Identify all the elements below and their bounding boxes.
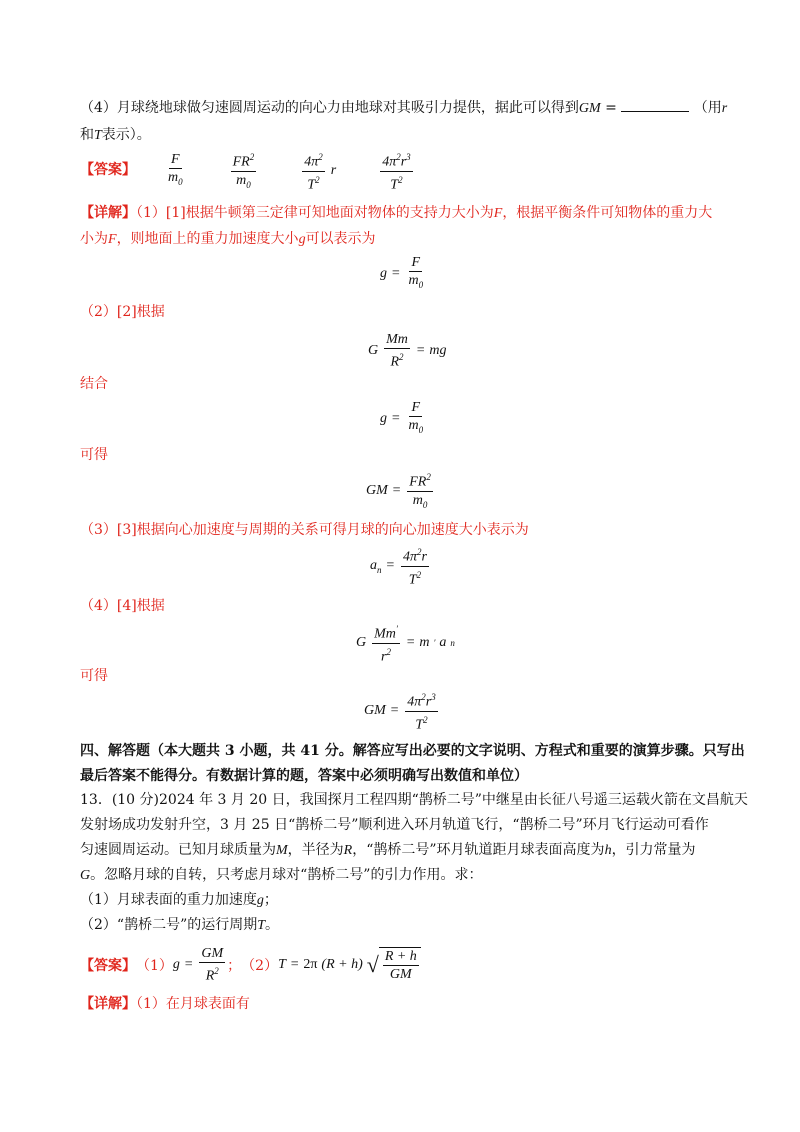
q13-sub2a: （2）“鹊桥二号”的运行周期 bbox=[80, 917, 258, 933]
eq4-den bbox=[411, 492, 430, 513]
frac4-sup: 2 bbox=[396, 152, 401, 163]
frac3-tail: r bbox=[330, 163, 337, 179]
frac3-den-sup: 2 bbox=[315, 174, 320, 185]
q13-l3b: ，半径为 bbox=[287, 842, 344, 858]
q13-T: T bbox=[257, 918, 266, 933]
section-heading-line2: 最后答案不能得分。有数据计算的题，答案中必须明确写出数值和单位） bbox=[80, 768, 528, 784]
eq4-sup: 2 bbox=[426, 472, 431, 482]
frac4-num bbox=[380, 150, 412, 172]
frac2-den bbox=[234, 172, 253, 193]
ans13-2pi: 2π bbox=[303, 956, 318, 972]
frac2-num bbox=[231, 150, 257, 172]
ans13-eq1: = bbox=[183, 956, 194, 972]
ans13-rh: (R + h) bbox=[321, 956, 363, 972]
detail-combine: 结合 bbox=[80, 376, 108, 392]
frac1-den-m: m bbox=[168, 170, 179, 186]
sqrt-body bbox=[379, 947, 421, 983]
detail-para-3: （3）[3]根据向心加速度与周期的关系可得月球的向心加速度大小表示为 bbox=[80, 522, 529, 538]
eq2-frac bbox=[384, 332, 410, 370]
ans13-sup: 2 bbox=[214, 966, 219, 976]
eq3-m: m bbox=[408, 418, 419, 433]
q4-gm: GM bbox=[578, 101, 601, 116]
q13-sub2b: 。 bbox=[265, 917, 280, 933]
answer13-label: 【答案】 bbox=[80, 957, 136, 974]
eq5-a-t: a bbox=[370, 557, 377, 573]
frac2-den-m: m bbox=[236, 172, 247, 188]
eq1-m: m bbox=[408, 273, 419, 288]
frac1-sub: 0 bbox=[178, 177, 183, 188]
ans13-sq-num: R + h bbox=[384, 948, 417, 964]
detail13 bbox=[80, 994, 250, 1014]
frac3-num-t: 4π bbox=[304, 154, 319, 170]
q13-sub2 bbox=[80, 915, 279, 936]
answer-blank[interactable] bbox=[621, 99, 689, 112]
eq7-sup: 2 bbox=[421, 692, 426, 702]
eq5-den bbox=[407, 567, 423, 588]
eq6-m: m bbox=[419, 635, 430, 651]
eq6-a: a bbox=[439, 635, 447, 651]
answer13-part2: （2） bbox=[241, 957, 279, 974]
eq7-GM: GM bbox=[364, 703, 386, 719]
detail-keyi-2: 可得 bbox=[80, 668, 108, 684]
eq4-FR: FR bbox=[409, 474, 427, 490]
eq2-R: R bbox=[390, 354, 400, 370]
eq6-frac bbox=[372, 622, 400, 664]
answer-label: 【答案】 bbox=[80, 162, 136, 178]
q13-G: G bbox=[80, 868, 91, 883]
eq5-r: r bbox=[421, 549, 427, 565]
detail-para-1-line2 bbox=[80, 229, 376, 250]
q4-T: T bbox=[94, 128, 102, 143]
ans13-eq2: = bbox=[289, 956, 300, 972]
eq7-den bbox=[413, 712, 429, 733]
q4-line1 bbox=[80, 98, 727, 119]
q13-l3a: 匀速圆周运动。已知月球质量为 bbox=[80, 842, 276, 858]
eq2-mg: mg bbox=[429, 342, 447, 358]
eq6-den bbox=[379, 644, 393, 665]
eq3-frac bbox=[406, 400, 425, 438]
eq7-4pi: 4π bbox=[407, 694, 422, 710]
eq6-eq: = bbox=[405, 635, 416, 651]
eq4-sub: 0 bbox=[422, 499, 428, 510]
frac2-sup: 2 bbox=[249, 152, 255, 162]
q13-l3c: ，“鹊桥二号”环月轨道距月球表面高度为 bbox=[352, 842, 605, 858]
q13-sub1b: ； bbox=[263, 892, 278, 908]
eq1-frac bbox=[406, 255, 425, 293]
eq5-a bbox=[370, 558, 382, 575]
frac4-den-t: T bbox=[390, 177, 399, 193]
eq6-Mm: Mm bbox=[374, 626, 396, 642]
q4-r: r bbox=[721, 101, 728, 116]
q4-suffix: （用 bbox=[693, 100, 722, 116]
answer-frac-2 bbox=[231, 150, 257, 192]
eq3-den bbox=[406, 417, 425, 438]
q4-line2a: 和 bbox=[80, 127, 94, 143]
equation-gm-1 bbox=[366, 470, 435, 512]
section-heading-line1: 四、解答题（本大题共 3 小题，共 41 分。解答应写出必要的文字说明、方程式和重要的演算步骤。只写出 bbox=[80, 743, 745, 759]
q4-prefix: （4）月球绕地球做匀速圆周运动的向心力由地球对其吸引力提供，据此可以得到 bbox=[80, 100, 579, 116]
ans13-sqrt bbox=[367, 947, 421, 983]
frac2-num-t: FR bbox=[232, 154, 250, 170]
ans13-sqrt-frac bbox=[383, 949, 419, 982]
eq6-G: G bbox=[356, 635, 367, 651]
sqrt-sign: √ bbox=[366, 951, 379, 977]
eq1-eq: = bbox=[391, 265, 401, 281]
frac4-num-r: r bbox=[400, 154, 407, 170]
eq5-sup: 2 bbox=[416, 547, 422, 557]
ans13-sq-den: GM bbox=[389, 966, 412, 982]
eq2-num: Mm bbox=[386, 332, 408, 347]
frac1-den bbox=[166, 169, 185, 190]
ans13-T: T bbox=[278, 956, 286, 972]
frac3-sup: 2 bbox=[318, 152, 323, 163]
q13-line1: 13．(10 分)2024 年 3 月 20 日，我国探月工程四期“鹊桥二号”中继星由长征八号遥三运载火箭在文昌航天 bbox=[80, 792, 748, 808]
answer-frac-1 bbox=[166, 152, 185, 190]
q13-l3d: ，引力常量为 bbox=[611, 842, 696, 858]
frac3-den bbox=[305, 172, 321, 193]
detail-p1b: ，根据平衡条件可知物体的重力大 bbox=[502, 205, 713, 221]
eq6-sup: 2 bbox=[386, 646, 391, 657]
detail-para-2: （2）[2]根据 bbox=[80, 304, 165, 320]
eq4-frac bbox=[407, 470, 433, 512]
eq7-eq: = bbox=[389, 703, 400, 719]
eq4-eq: = bbox=[391, 483, 402, 499]
eq4-m: m bbox=[412, 492, 423, 508]
eq6-num bbox=[372, 622, 400, 644]
eq5-den-sup: 2 bbox=[416, 569, 422, 580]
frac4-num-t: 4π bbox=[382, 154, 397, 170]
eq5-sub: n bbox=[377, 564, 382, 575]
detail-para-4: （4）[4]根据 bbox=[80, 598, 165, 614]
equation-gm-2 bbox=[364, 690, 440, 732]
detail-para-1 bbox=[80, 203, 712, 224]
eq6-r: r bbox=[381, 649, 387, 665]
q13-R: R bbox=[343, 843, 353, 858]
eq7-frac bbox=[405, 690, 437, 732]
equation-g-1 bbox=[380, 255, 427, 293]
detail13-label: 【详解】 bbox=[80, 996, 136, 1012]
eq3-g: g bbox=[380, 410, 387, 426]
eq6-m-prime: ′ bbox=[433, 638, 436, 649]
frac4-den bbox=[388, 172, 404, 193]
ans13-den bbox=[204, 963, 221, 984]
q4-line2b: 表示）。 bbox=[101, 127, 151, 143]
frac3-den-t: T bbox=[307, 177, 316, 193]
detail-F: F bbox=[493, 206, 503, 221]
equation-g-2 bbox=[380, 400, 427, 438]
detail-F2: F bbox=[108, 232, 117, 247]
eq4-GM: GM bbox=[366, 483, 388, 499]
eq7-r: r bbox=[425, 694, 432, 710]
answer-fractions bbox=[164, 150, 415, 192]
detail-p1c: 小为 bbox=[80, 231, 108, 247]
answer13-sep: ； bbox=[227, 957, 242, 974]
q13-M: M bbox=[276, 843, 288, 858]
eq5-eq: = bbox=[385, 558, 395, 574]
eq3-num: F bbox=[411, 400, 421, 415]
q13-l4b: 。忽略月球的自转，只考虑月球对“鹊桥二号”的引力作用。求： bbox=[90, 867, 483, 883]
detail-keyi-1: 可得 bbox=[80, 447, 108, 463]
equation-gravity-surface bbox=[368, 332, 446, 370]
eq7-num bbox=[405, 690, 437, 712]
q13-line4 bbox=[80, 865, 482, 886]
eq5-T: T bbox=[408, 572, 417, 588]
detail-p1d: ，则地面上的重力加速度大小 bbox=[116, 231, 299, 247]
q4-eq: = bbox=[605, 100, 617, 116]
q13-h: h bbox=[604, 843, 612, 858]
eq1-sub: 0 bbox=[418, 279, 424, 290]
answer-expr-3 bbox=[300, 150, 336, 192]
answer-frac-4 bbox=[380, 150, 412, 192]
eq5-frac bbox=[401, 545, 429, 587]
eq3-eq: = bbox=[391, 410, 401, 426]
eq6-prime: ′ bbox=[395, 624, 398, 634]
answer13-part1: （1） bbox=[136, 957, 173, 974]
ans13-g: g bbox=[172, 956, 180, 972]
answer13-eq1 bbox=[173, 946, 227, 984]
detail13-text: （1）在月球表面有 bbox=[136, 996, 250, 1012]
eq1-den bbox=[406, 272, 425, 293]
eq2-G: G bbox=[368, 342, 379, 358]
eq7-den-sup: 2 bbox=[423, 714, 428, 725]
detail-p1a: （1）[1]根据牛顿第三定律可知地面对物体的支持力大小为 bbox=[136, 205, 494, 221]
equation-gravity-orbit bbox=[356, 622, 455, 664]
eq2-sup: 2 bbox=[399, 352, 404, 362]
frac4-den-sup: 2 bbox=[398, 174, 403, 185]
eq5-4pi: 4π bbox=[402, 549, 417, 565]
eq5-num bbox=[401, 545, 429, 567]
detail-p1e: 可以表示为 bbox=[305, 231, 376, 247]
answer-frac-3 bbox=[302, 150, 325, 192]
eq7-T: T bbox=[415, 717, 424, 733]
ans13-num: GM bbox=[201, 946, 224, 961]
eq6-sub: n bbox=[450, 638, 455, 649]
ans13-R: R bbox=[205, 968, 215, 984]
answer13-eq2 bbox=[278, 947, 421, 983]
frac1-num: F bbox=[171, 152, 180, 168]
eq1-num: F bbox=[411, 255, 421, 270]
eq2-eq: = bbox=[415, 342, 426, 358]
answer13 bbox=[80, 946, 421, 984]
equation-an bbox=[370, 545, 431, 587]
ans13-frac bbox=[199, 946, 225, 984]
frac4-sup3: 3 bbox=[406, 152, 411, 163]
frac2-sub: 0 bbox=[246, 179, 251, 190]
eq3-sub: 0 bbox=[418, 424, 424, 435]
detail-g: g bbox=[298, 232, 306, 247]
eq2-den bbox=[388, 349, 405, 370]
q13-sub1a: （1）月球表面的重力加速度 bbox=[80, 892, 257, 908]
q13-g: g bbox=[256, 893, 264, 908]
q13-line2: 发射场成功发射升空，3 月 25 日“鹊桥二号”顺利进入环月轨道飞行，“鹊桥二号”环月飞行运动可看作 bbox=[80, 817, 709, 833]
frac3-num bbox=[302, 150, 325, 172]
eq4-num bbox=[407, 470, 433, 492]
eq7-sup3: 3 bbox=[431, 692, 436, 702]
q4-line2 bbox=[80, 125, 151, 146]
detail-label: 【详解】 bbox=[80, 205, 136, 221]
q13-sub1 bbox=[80, 890, 278, 911]
q13-line3 bbox=[80, 840, 696, 861]
eq1-g: g bbox=[380, 265, 387, 281]
